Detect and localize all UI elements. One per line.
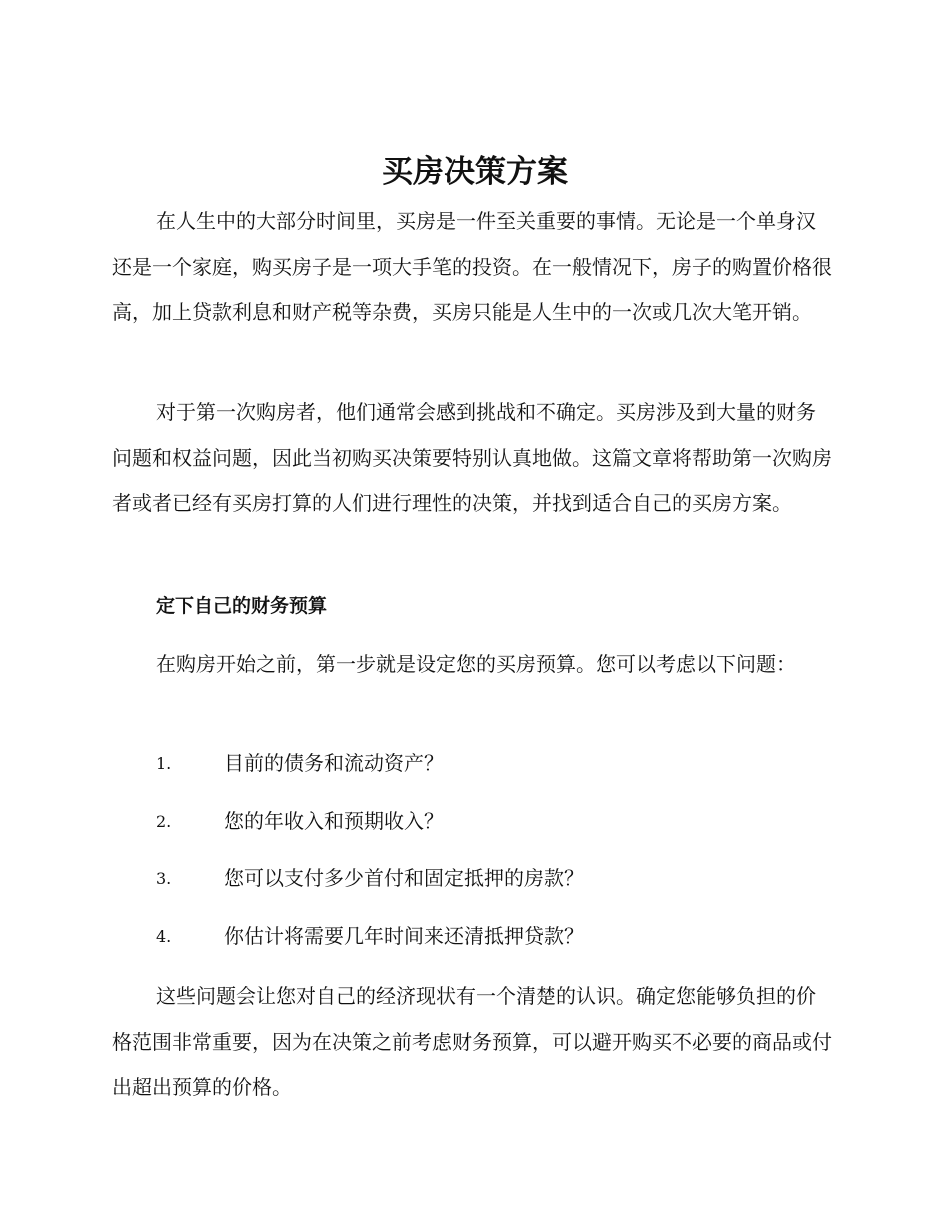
list-item xyxy=(156,856,584,914)
list-item-text: 您的年收入和预期收入？ xyxy=(224,808,444,833)
list-item-number: 1. xyxy=(156,754,172,773)
section-conclusion-paragraph: 这些问题会让您对自己的经济现状有一个清楚的认识。确定您能够负担的价格范围非常重要，因为在决策之前考虑财务预算，可以避开购买不必要的商品或付出超出预算的价格。 xyxy=(112,984,832,1099)
budget-questions-list xyxy=(156,741,584,971)
intro-paragraph-1: 在人生中的大部分时间里，买房是一件至关重要的事情。无论是一个单身汉还是一个家庭，购买房子是一项大手笔的投资。在一般情况下，房子的购置价格很高，加上贷款利息和财产税等杂费，买房只能是人生中的一次或几次大笔开销。 xyxy=(112,209,832,324)
list-item xyxy=(156,914,584,972)
section-intro-paragraph: 在购房开始之前，第一步就是设定您的买房预算。您可以考虑以下问题： xyxy=(156,652,796,676)
list-item-text: 你估计将需要几年时间来还清抵押贷款？ xyxy=(224,923,584,948)
list-item-number: 2. xyxy=(156,811,172,831)
document-title: 买房决策方案 xyxy=(382,154,568,190)
list-item-number: 4. xyxy=(156,926,172,946)
list-item-text: 您可以支付多少首付和固定抵押的房款？ xyxy=(224,866,584,890)
list-item-text: 目前的债务和流动资产？ xyxy=(224,751,444,775)
list-item xyxy=(156,741,584,799)
list-item-number: 3. xyxy=(156,869,172,888)
list-item xyxy=(156,799,584,857)
intro-paragraph-2: 对于第一次购房者，他们通常会感到挑战和不确定。买房涉及到大量的财务问题和权益问题，因此当初购买决策要特别认真地做。这篇文章将帮助第一次购房者或者已经有买房打算的人们进行理性的决策，并找到适合自己的买房方案。 xyxy=(112,400,832,515)
section-heading: 定下自己的财务预算 xyxy=(156,595,328,617)
